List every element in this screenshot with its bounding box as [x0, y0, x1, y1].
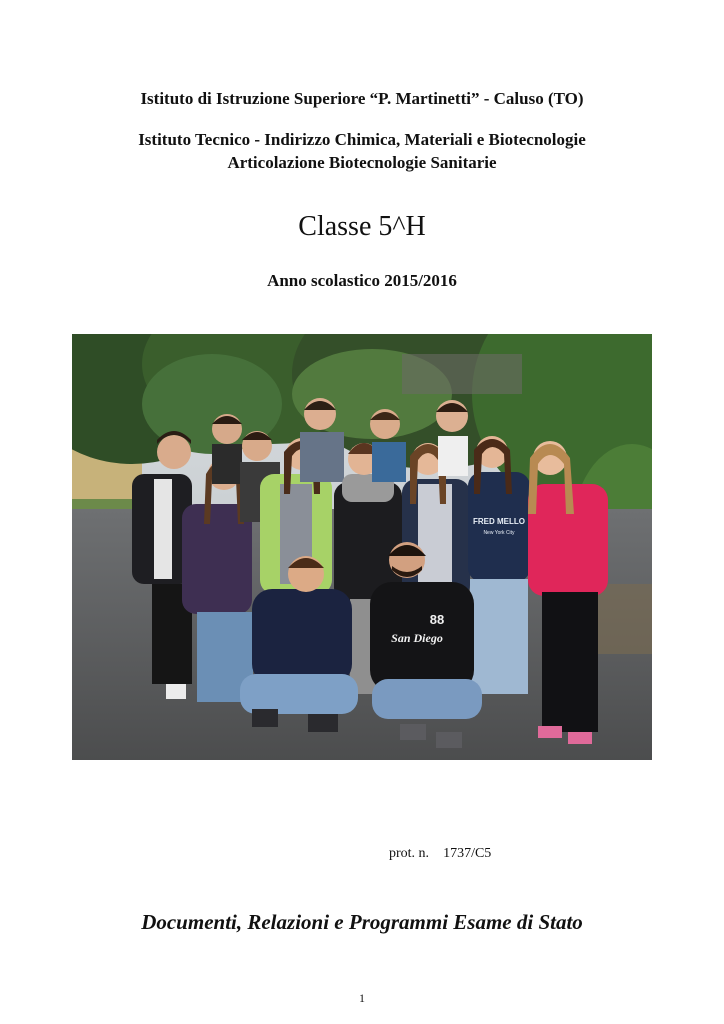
shirt-text-san-diego: San Diego — [391, 631, 443, 645]
protocol-value: 1737/C5 — [443, 846, 492, 861]
document-title: Documenti, Relazioni e Programmi Esame di Stato — [141, 910, 583, 934]
shirt-text-fred-mello: FRED MELLO — [473, 517, 525, 526]
protocol-label: prot. n. — [389, 846, 430, 861]
shirt-number-88: 88 — [429, 612, 445, 627]
class-group-photo — [72, 334, 652, 760]
department-line-1: Istituto Tecnico - Indirizzo Chimica, Materiali e Biotecnologie — [138, 130, 586, 149]
department-line-2: Articolazione Biotecnologie Sanitarie — [227, 153, 497, 172]
shirt-text-new-york: New York City — [483, 530, 515, 536]
institute-name: Istituto di Istruzione Superiore “P. Martinetti” - Caluso (TO) — [140, 89, 584, 108]
page-number: 1 — [359, 991, 365, 1005]
school-year: Anno scolastico 2015/2016 — [267, 271, 457, 290]
protocol-number — [389, 846, 491, 862]
class-title: Classe 5^H — [298, 211, 426, 242]
